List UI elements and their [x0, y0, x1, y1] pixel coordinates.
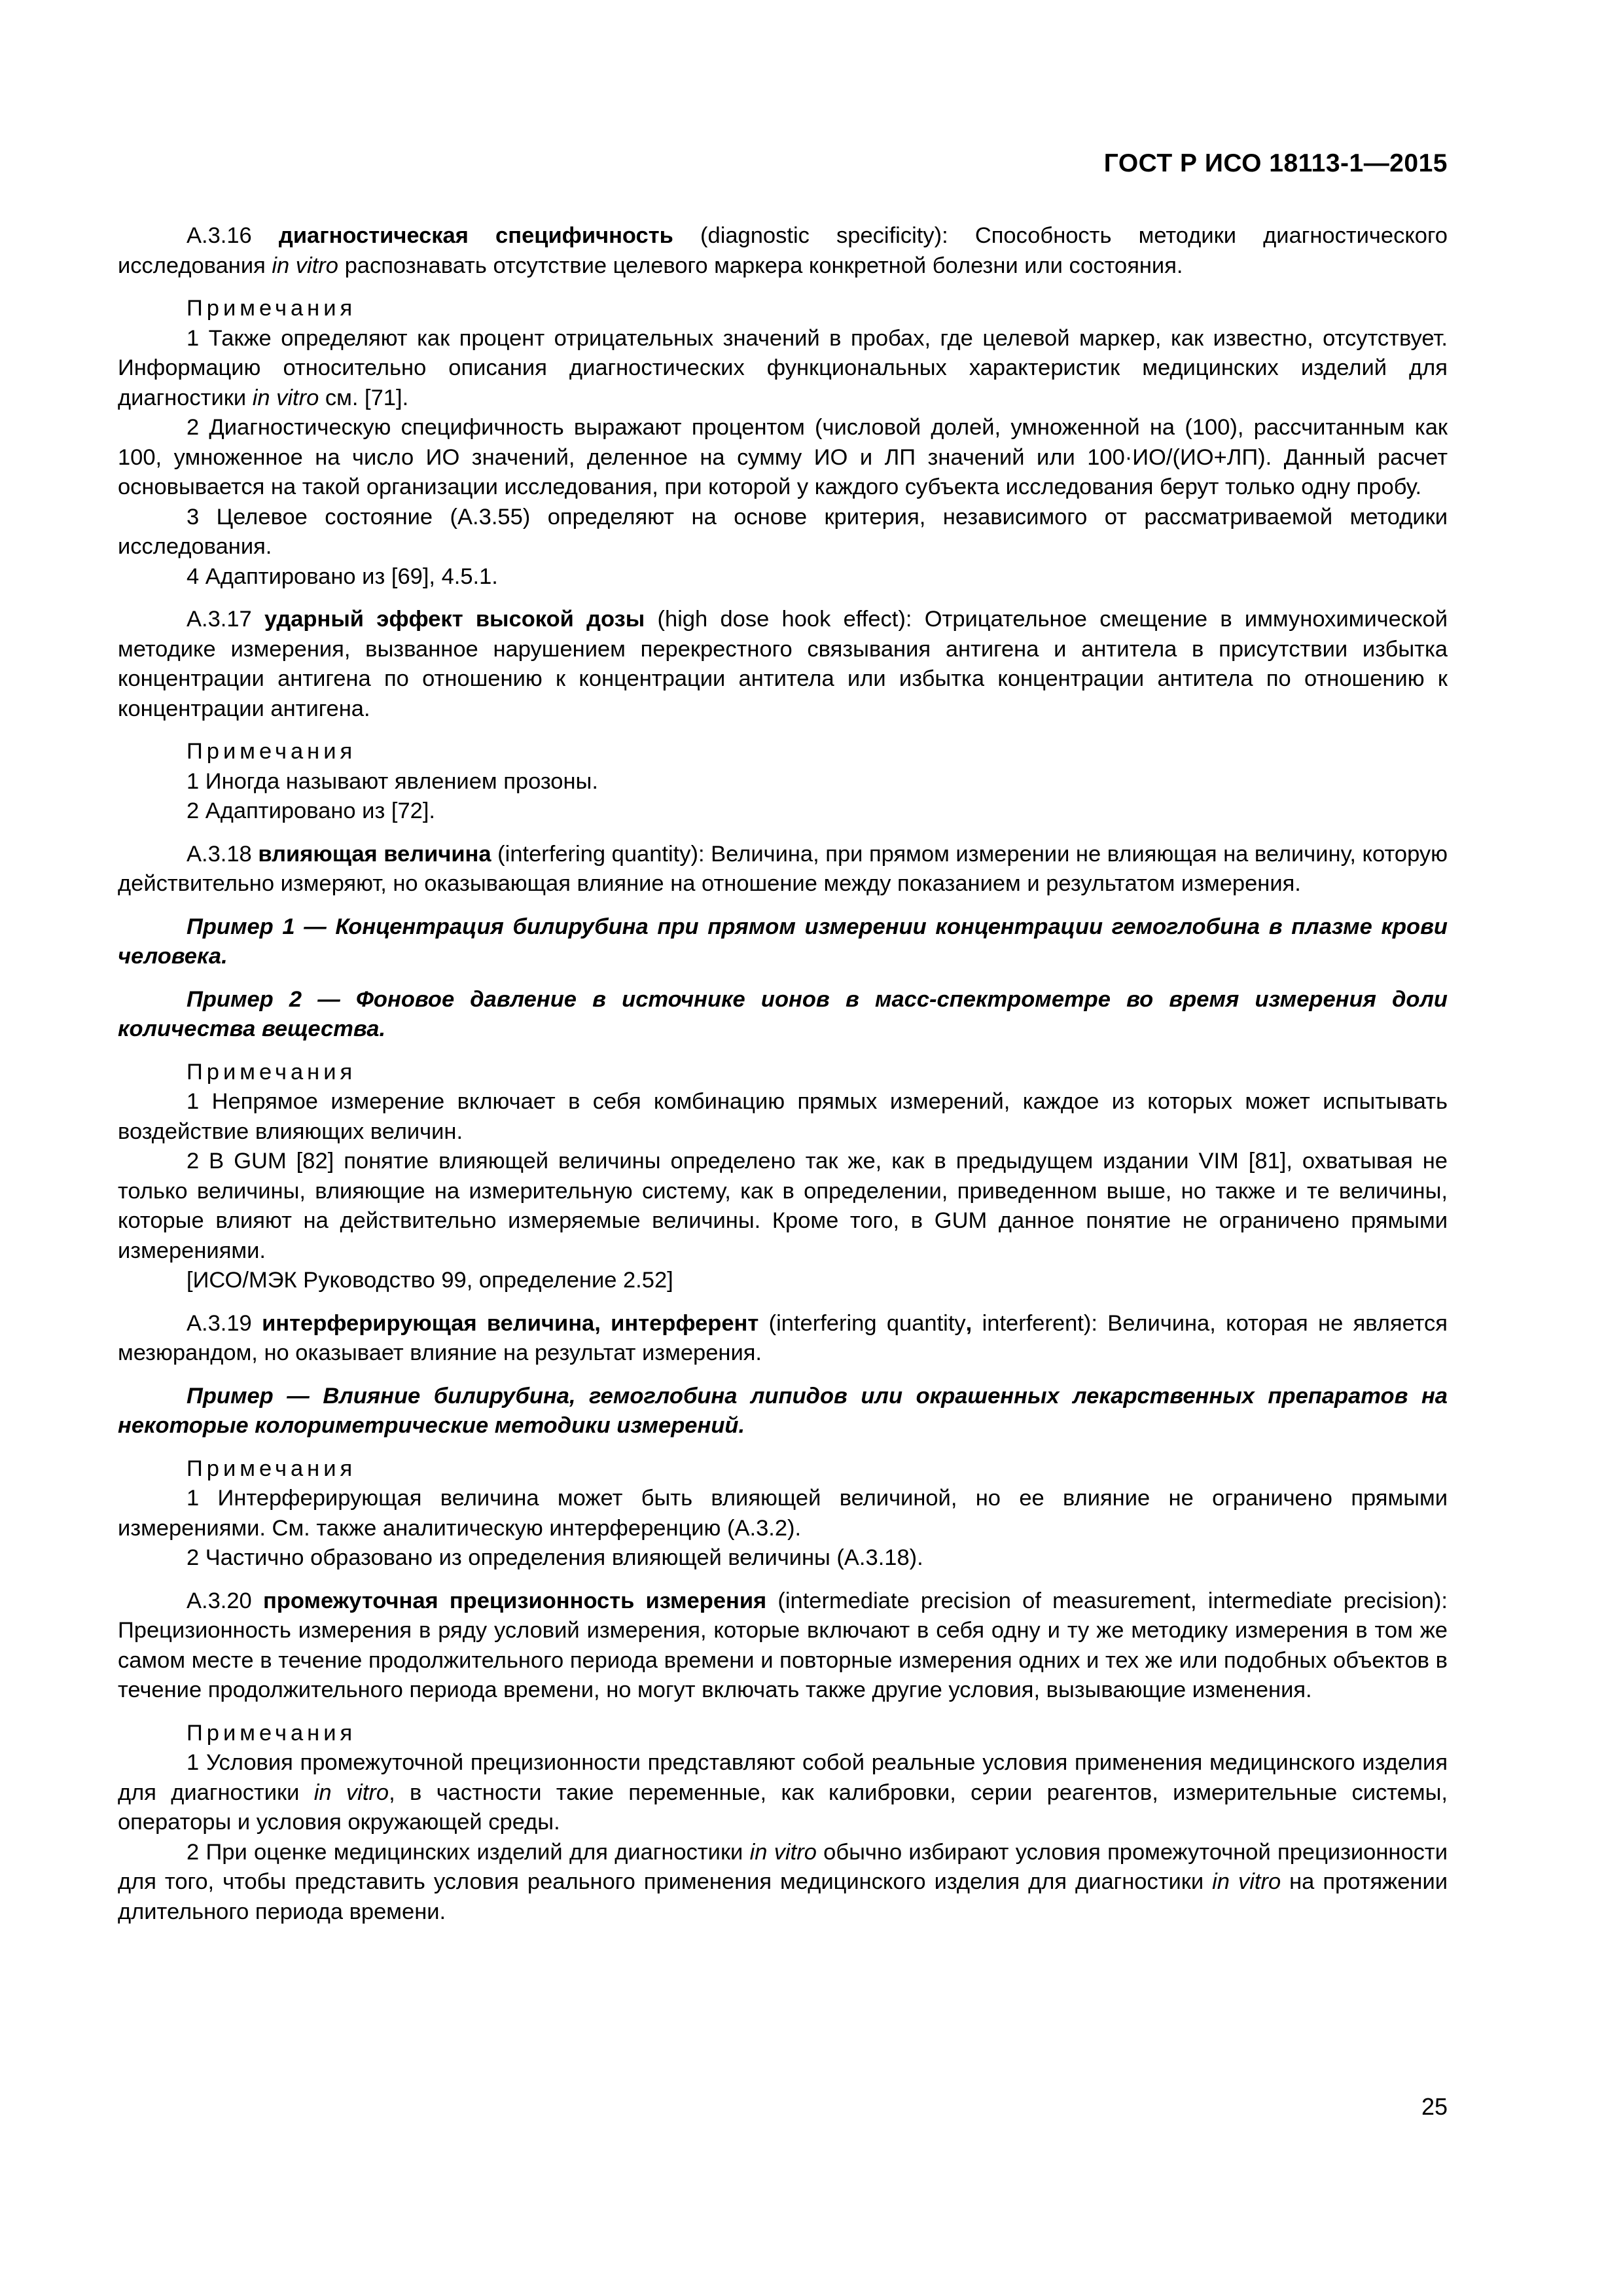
- term-number: А.3.18: [187, 841, 252, 867]
- in-vitro-text: in vitro: [313, 1780, 389, 1805]
- in-vitro-text: in vitro: [1212, 1869, 1281, 1894]
- example: Пример — Влияние билирубина, гемоглобина липидов или окрашенных лекарственных препаратов на некоторые колориметрические методики измерений.: [118, 1383, 1448, 1438]
- example: Пример 2 — Фоновое давление в источнике ионов в масс-спектрометре во время измерения доли количества вещества.: [118, 986, 1448, 1041]
- term-name: интерферирующая величина: [262, 1310, 595, 1336]
- term-a319: [118, 1309, 1448, 1369]
- term-definition: (diagnostic specificity): Способность методики диагностического исследования: [118, 223, 1448, 278]
- note: 2 При оценке медицинских изделий для диагностики in vitro обычно избирают условия промежуточной прецизионности для того, чтобы представить условия реального применения медицинского изделия для диагностики in vitro на протяжении длительного периода времени.: [118, 1839, 1448, 1924]
- term-number: А.3.16: [187, 223, 252, 248]
- term-separator: ,: [594, 1310, 601, 1336]
- term-a318: [118, 840, 1448, 899]
- note: 2 Адаптировано из [72].: [187, 798, 435, 823]
- in-vitro-text: in vitro: [272, 253, 338, 278]
- page-number: 25: [1421, 2093, 1448, 2120]
- term-name: диагностическая специфичность: [278, 223, 673, 248]
- notes-title: Примечания: [187, 1720, 357, 1746]
- term-a317: [118, 605, 1448, 724]
- source-reference: [ИСО/МЭК Руководство 99, определение 2.52]: [187, 1268, 673, 1293]
- term-number: А.3.19: [187, 1310, 252, 1336]
- example: Пример 1 — Концентрация билирубина при прямом измерении концентрации гемоглобина в плазме крови человека.: [118, 914, 1448, 969]
- term-definition: (interfering quantity: [758, 1310, 966, 1336]
- document-body: [118, 221, 1448, 1927]
- term-synonym: интерферент: [611, 1310, 759, 1336]
- note: 2 Частично образовано из определения влияющей величины (А.3.18).: [187, 1545, 923, 1570]
- term-definition: (intermediate precision of measurement, intermediate precision): Прецизионность измерения в ряду условий измерения, которые включают в себя одну и ту же методику измерения в том же самом месте в течение продолжительного периода времени и повторные измерения одних и тех же или подобных объектов в течение продолжительного периода времени, но могут включать также другие условия, вызывающие изменения.: [118, 1588, 1448, 1702]
- note: 3 Целевое состояние (А.3.55) определяют на основе критерия, независимого от рассматриваемой методики исследования.: [118, 504, 1448, 559]
- term-definition-end: interferent): Величина, которая не является мезюрандом, но оказывает влияние на результат измерения.: [118, 1310, 1448, 1365]
- notes-title: Примечания: [187, 296, 357, 321]
- term-a320: [118, 1587, 1448, 1706]
- notes-title: Примечания: [187, 1456, 357, 1481]
- term-definition: (interfering quantity): Величина, при прямом измерении не влияющая на величину, которую действительно измеряют, но оказывающая влияние на отношение между показанием и результатом измерения.: [118, 841, 1448, 896]
- note: 4 Адаптировано из [69], 4.5.1.: [187, 564, 498, 589]
- term-number: А.3.20: [187, 1588, 252, 1613]
- term-definition: (high dose hook effect): Отрицательное смещение в иммунохимической методике измерения, вызванное нарушением перекрестного связывания антигена и антитела в присутствии избытка концентрации антигена по отношению к концентрации антитела или избытка концентрации антитела по отношению к концентрации антигена.: [118, 607, 1448, 721]
- term-name: промежуточная прецизионность измерения: [262, 1588, 767, 1613]
- in-vitro-text: in vitro: [749, 1839, 817, 1865]
- term-name: влияющая величина: [258, 841, 491, 867]
- note: 1 Иногда называют явлением прозоны.: [187, 768, 598, 794]
- in-vitro-text: in vitro: [252, 385, 319, 410]
- term-definition-end: распознавать отсутствие целевого маркера конкретной болезни или состояния.: [338, 253, 1183, 278]
- notes-title: Примечания: [187, 1059, 357, 1085]
- term-a316: [118, 221, 1448, 281]
- standard-designation: ГОСТ Р ИСО 18113-1—2015: [1103, 149, 1448, 177]
- note: 2 Диагностическую специфичность выражают процентом (числовой долей, умноженной на (100), рассчитанным как 100, умноженное на число ИО значений, деленное на сумму ИО и ЛП значений или 100·ИО/(ИО+ЛП). Данный расчет основывается на такой организации исследования, при которой у каждого субъекта исследования берут только одну пробу.: [118, 415, 1448, 499]
- note: 1 Непрямое измерение включает в себя комбинацию прямых измерений, каждое из которых может испытывать воздействие влияющих величин.: [118, 1089, 1448, 1144]
- note: 2 В GUM [82] понятие влияющей величины определено так же, как в предыдущем издании VIM [81], охватывая не только величины, влияющие на измерительную систему, как в определении, приведенном выше, но также и те величины, которые влияют на действительно измеряемые величины. Кроме того, в GUM данное понятие не ограничено прямыми измерениями.: [118, 1149, 1448, 1263]
- note: 1 Также определяют как процент отрицательных значений в пробах, где целевой маркер, как известно, отсутствует. Информацию относительно описания диагностических функциональных характеристик медицинских изделий для диагностики in vitro см. [71].: [118, 325, 1448, 410]
- term-separator: ,: [965, 1310, 972, 1336]
- notes-title: Примечания: [187, 739, 357, 764]
- term-number: А.3.17: [187, 607, 252, 632]
- note: 1 Интерферирующая величина может быть влияющей величиной, но ее влияние не ограничено прямыми измерениями. См. также аналитическую интерференцию (А.3.2).: [118, 1486, 1448, 1541]
- term-name: ударный эффект высокой дозы: [264, 607, 645, 632]
- note: 1 Условия промежуточной прецизионности представляют собой реальные условия применения медицинского изделия для диагностики in vitro, в частности такие переменные, как калибровки, серии реагентов, измерительные системы, операторы и условия окружающей среды.: [118, 1750, 1448, 1835]
